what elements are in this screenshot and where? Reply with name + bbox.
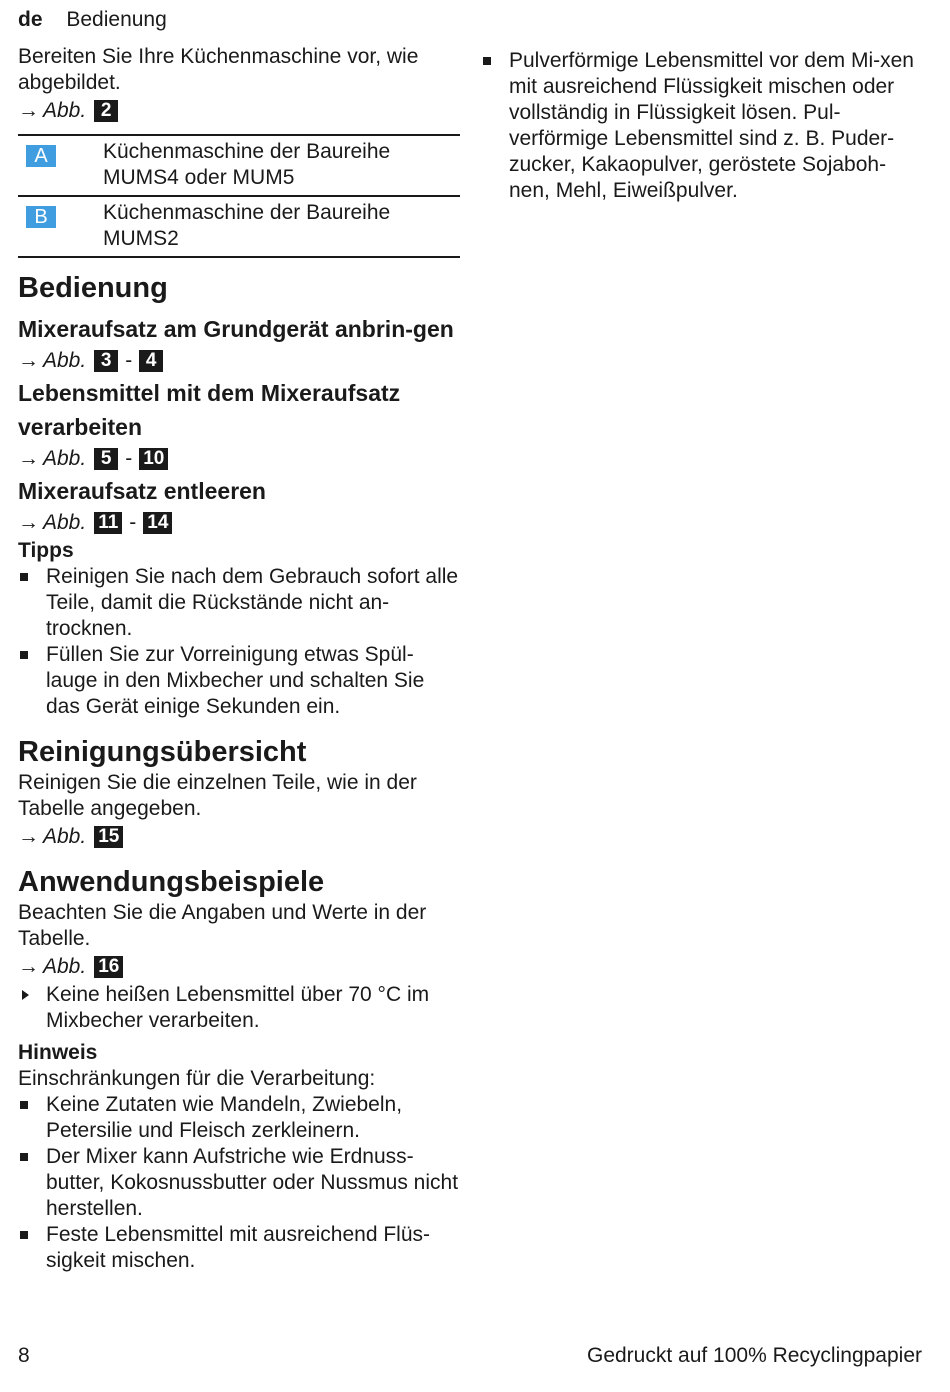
figure-number: 11	[94, 512, 122, 534]
table-row	[18, 196, 460, 257]
hinweis-list-continued	[481, 48, 926, 204]
variant-table	[18, 134, 460, 258]
tipps-list	[18, 564, 460, 720]
hinweis-list	[18, 1092, 460, 1274]
instruction-item: Keine heißen Lebensmittel über 70 °C im Mixbecher verarbeiten.	[18, 982, 460, 1034]
variant-key: A	[26, 145, 56, 167]
hinweis-intro: Einschränkungen für die Verarbeitung:	[18, 1067, 376, 1090]
list-item: Feste Lebensmittel mit ausreichend Flüs-sigkeit mischen.	[18, 1222, 460, 1274]
page-number: 8	[18, 1344, 30, 1367]
hinweis-title: Hinweis	[18, 1041, 98, 1064]
abb-label: Abb.	[43, 349, 87, 372]
anwendung-text: Beachten Sie die Angaben und Werte in der Tabelle.	[18, 901, 427, 950]
page-footer	[18, 1344, 922, 1368]
left-column	[18, 44, 460, 1274]
abb-label: Abb.	[43, 511, 87, 534]
arrow-icon: →	[18, 447, 39, 470]
language-code: de	[18, 8, 43, 31]
range-dash: -	[129, 511, 137, 534]
footer-note: Gedruckt auf 100% Recyclingpapier	[586, 1344, 922, 1367]
arrow-icon: →	[18, 511, 39, 534]
abb-label: Abb.	[43, 99, 87, 122]
reinigung-text: Reinigen Sie die einzelnen Teile, wie in der Tabelle angegeben.	[18, 771, 417, 820]
figure-number: 15	[94, 826, 123, 848]
figure-reference	[18, 954, 460, 980]
abb-label: Abb.	[43, 447, 87, 470]
variant-key: B	[26, 206, 56, 228]
figure-number: 16	[94, 956, 123, 978]
figure-reference	[18, 446, 460, 472]
figure-reference	[18, 824, 460, 850]
figure-number: 10	[139, 448, 168, 470]
intro-text: Bereiten Sie Ihre Küchenmaschine vor, wie abgebildet.	[18, 45, 419, 94]
figure-number: 4	[139, 350, 163, 372]
arrow-icon: →	[18, 99, 39, 122]
figure-reference	[18, 98, 460, 124]
arrow-icon: →	[18, 955, 39, 978]
figure-reference	[18, 510, 460, 536]
section-name: Bedienung	[66, 8, 167, 31]
arrow-icon: →	[18, 349, 39, 372]
list-item: Füllen Sie zur Vorreinigung etwas Spül-lauge in den Mixbecher und schalten Sie das Gerät einige Sekunden ein.	[18, 642, 460, 720]
figure-number: 2	[94, 100, 118, 122]
list-item: Pulverförmige Lebensmittel vor dem Mi-xen mit ausreichend Flüssigkeit mischen oder vollständig in Flüssigkeit lösen. Pul-verförmige Lebensmittel sind z. B. Puder-zucker, Kakaopulver, geröstete Sojaboh-nen, Mehl, Eiweißpulver.	[481, 48, 926, 204]
table-row	[18, 135, 460, 196]
section-title-reinigung: Reinigungsübersicht	[18, 736, 307, 768]
list-item: Reinigen Sie nach dem Gebrauch sofort alle Teile, damit die Rückstände nicht an-trocknen.	[18, 564, 460, 642]
subsection-title: Lebensmittel mit dem Mixeraufsatz verarbeiten	[18, 380, 401, 440]
figure-number: 14	[143, 512, 172, 534]
section-title-bedienung: Bedienung	[18, 272, 168, 304]
range-dash: -	[125, 447, 133, 470]
tipps-title: Tipps	[18, 539, 74, 562]
range-dash: -	[125, 349, 133, 372]
variant-text: Küchenmaschine der Baureihe MUMS4 oder MUM5	[103, 135, 460, 196]
subsection-title: Mixeraufsatz entleeren	[18, 478, 266, 504]
page-header	[18, 8, 167, 32]
figure-number: 3	[94, 350, 118, 372]
section-title-anwendung: Anwendungsbeispiele	[18, 866, 325, 898]
subsection-title: Mixeraufsatz am Grundgerät anbrin-gen	[18, 316, 454, 342]
abb-label: Abb.	[43, 955, 87, 978]
instruction-list	[18, 982, 460, 1034]
abb-label: Abb.	[43, 825, 87, 848]
figure-reference	[18, 348, 460, 374]
variant-text: Küchenmaschine der Baureihe MUMS2	[103, 196, 460, 257]
list-item: Der Mixer kann Aufstriche wie Erdnuss-butter, Kokosnussbutter oder Nussmus nicht herstellen.	[18, 1144, 460, 1222]
figure-number: 5	[94, 448, 118, 470]
arrow-icon: →	[18, 825, 39, 848]
list-item: Keine Zutaten wie Mandeln, Zwiebeln, Petersilie und Fleisch zerkleinern.	[18, 1092, 460, 1144]
right-column	[481, 48, 926, 204]
